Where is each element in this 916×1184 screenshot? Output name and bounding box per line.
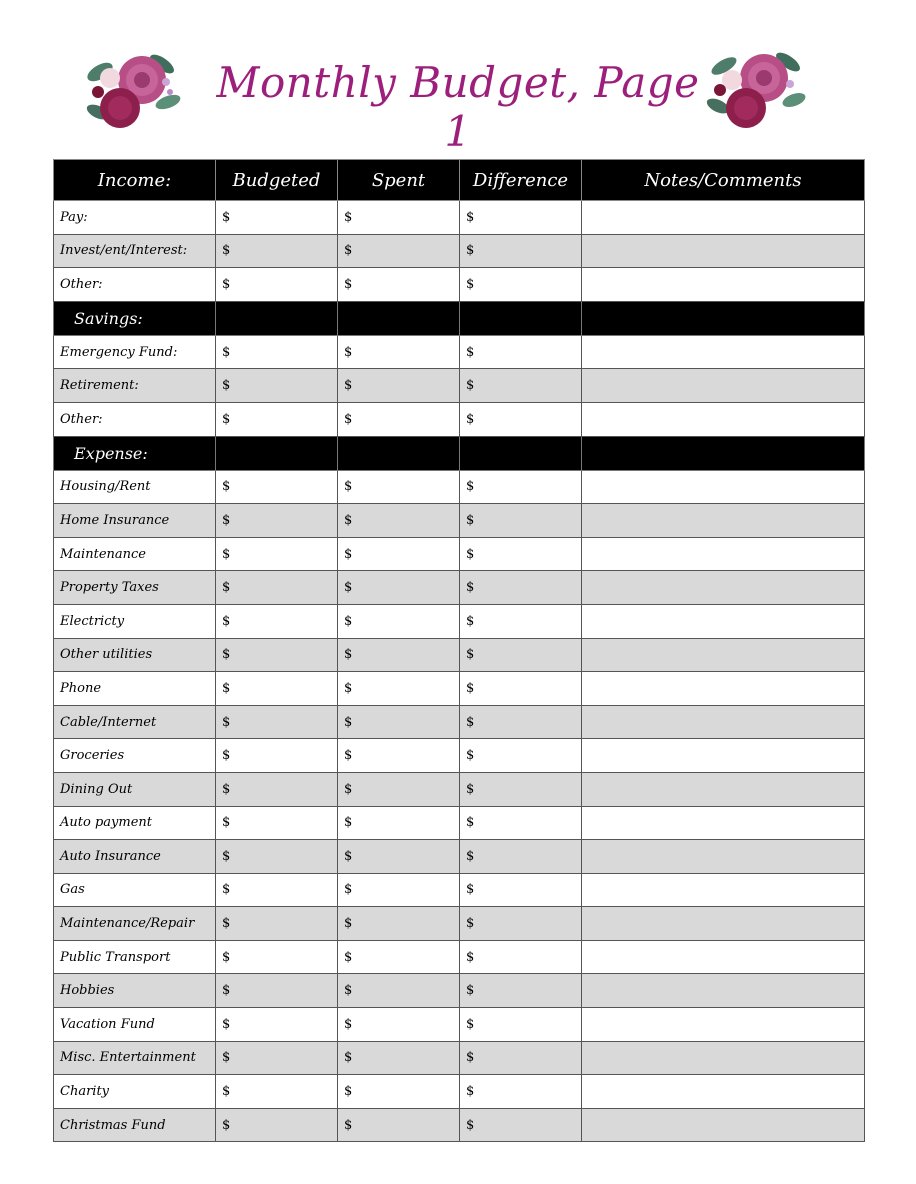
table-row (54, 268, 865, 302)
notes-cell[interactable] (582, 705, 865, 739)
spent-cell[interactable] (338, 907, 460, 941)
table-row (54, 772, 865, 806)
notes-cell[interactable] (582, 1008, 865, 1042)
page-header (0, 0, 916, 156)
difference-cell[interactable] (460, 772, 582, 806)
currency-symbol: $ (222, 378, 231, 394)
currency-symbol: $ (466, 647, 475, 663)
difference-cell[interactable] (460, 840, 582, 874)
spent-cell[interactable] (338, 1041, 460, 1075)
currency-symbol: $ (344, 512, 353, 528)
notes-cell[interactable] (582, 772, 865, 806)
table-row (54, 739, 865, 773)
currency-symbol: $ (344, 411, 353, 427)
currency-symbol: $ (222, 613, 231, 629)
column-header-income: Income: (54, 160, 216, 201)
currency-symbol: $ (466, 916, 475, 932)
currency-symbol: $ (466, 580, 475, 596)
currency-symbol: $ (466, 748, 475, 764)
spent-cell[interactable] (338, 772, 460, 806)
row-label: Groceries (54, 739, 216, 773)
row-label: Vacation Fund (54, 1008, 216, 1042)
difference-cell[interactable] (460, 806, 582, 840)
currency-symbol: $ (466, 1117, 475, 1133)
currency-symbol: $ (222, 781, 231, 797)
difference-cell[interactable] (460, 1108, 582, 1142)
row-label: Phone (54, 672, 216, 706)
currency-symbol: $ (466, 781, 475, 797)
budgeted-cell[interactable] (216, 1041, 338, 1075)
row-label: Auto Insurance (54, 840, 216, 874)
budgeted-cell[interactable] (216, 806, 338, 840)
budgeted-cell[interactable] (216, 201, 338, 235)
row-label: Other utilities (54, 638, 216, 672)
currency-symbol: $ (344, 1050, 353, 1066)
row-label: Other: (54, 402, 216, 436)
budgeted-cell[interactable] (216, 537, 338, 571)
spent-cell[interactable] (338, 1008, 460, 1042)
budgeted-cell[interactable] (216, 1075, 338, 1109)
currency-symbol: $ (344, 580, 353, 596)
spent-cell[interactable] (338, 1075, 460, 1109)
difference-cell[interactable] (460, 369, 582, 403)
notes-cell[interactable] (582, 806, 865, 840)
expense-section-header (54, 436, 865, 470)
difference-cell[interactable] (460, 705, 582, 739)
currency-symbol: $ (222, 1117, 231, 1133)
budgeted-cell[interactable] (216, 1008, 338, 1042)
table-row (54, 638, 865, 672)
difference-cell[interactable] (460, 940, 582, 974)
notes-cell[interactable] (582, 201, 865, 235)
row-label: Public Transport (54, 940, 216, 974)
difference-cell[interactable] (460, 268, 582, 302)
section-label: Savings: (54, 301, 216, 335)
notes-cell[interactable] (582, 537, 865, 571)
difference-cell[interactable] (460, 1041, 582, 1075)
currency-symbol: $ (344, 243, 353, 259)
table-row (54, 940, 865, 974)
difference-cell[interactable] (460, 672, 582, 706)
spent-cell[interactable] (338, 537, 460, 571)
currency-symbol: $ (466, 882, 475, 898)
difference-cell[interactable] (460, 335, 582, 369)
table-row (54, 571, 865, 605)
currency-symbol: $ (466, 983, 475, 999)
currency-symbol: $ (344, 714, 353, 730)
currency-symbol: $ (222, 882, 231, 898)
spent-cell[interactable] (338, 1108, 460, 1142)
spent-cell[interactable] (338, 873, 460, 907)
currency-symbol: $ (466, 1016, 475, 1032)
difference-cell[interactable] (460, 907, 582, 941)
row-label: Pay: (54, 201, 216, 235)
section-blank-cell (216, 436, 338, 470)
table-row (54, 604, 865, 638)
notes-cell[interactable] (582, 672, 865, 706)
spent-cell[interactable] (338, 234, 460, 268)
currency-symbol: $ (344, 378, 353, 394)
table-row (54, 1108, 865, 1142)
currency-symbol: $ (466, 1050, 475, 1066)
floral-bouquet-icon (704, 42, 808, 138)
notes-cell[interactable] (582, 1041, 865, 1075)
section-label: Expense: (54, 436, 216, 470)
row-label: Property Taxes (54, 571, 216, 605)
currency-symbol: $ (466, 276, 475, 292)
notes-cell[interactable] (582, 470, 865, 504)
row-label: Maintenance (54, 537, 216, 571)
notes-cell[interactable] (582, 638, 865, 672)
notes-cell[interactable] (582, 369, 865, 403)
notes-cell[interactable] (582, 504, 865, 538)
currency-symbol: $ (222, 546, 231, 562)
notes-cell[interactable] (582, 1108, 865, 1142)
spent-cell[interactable] (338, 504, 460, 538)
row-label: Maintenance/Repair (54, 907, 216, 941)
currency-symbol: $ (344, 1117, 353, 1133)
budgeted-cell[interactable] (216, 571, 338, 605)
row-label: Cable/Internet (54, 705, 216, 739)
column-header-notes: Notes/Comments (582, 160, 865, 201)
section-blank-cell (460, 301, 582, 335)
currency-symbol: $ (222, 479, 231, 495)
section-blank-cell (338, 436, 460, 470)
floral-bouquet-icon (80, 42, 184, 138)
difference-cell[interactable] (460, 201, 582, 235)
currency-symbol: $ (344, 546, 353, 562)
section-blank-cell (582, 301, 865, 335)
currency-symbol: $ (344, 276, 353, 292)
difference-cell[interactable] (460, 638, 582, 672)
spent-cell[interactable] (338, 638, 460, 672)
row-label: Invest/ent/Interest: (54, 234, 216, 268)
currency-symbol: $ (344, 916, 353, 932)
table-row (54, 873, 865, 907)
notes-cell[interactable] (582, 604, 865, 638)
currency-symbol: $ (344, 209, 353, 225)
spent-cell[interactable] (338, 974, 460, 1008)
table-row (54, 537, 865, 571)
currency-symbol: $ (344, 983, 353, 999)
column-header-spent: Spent (338, 160, 460, 201)
row-label: Home Insurance (54, 504, 216, 538)
currency-symbol: $ (344, 1016, 353, 1032)
currency-symbol: $ (222, 815, 231, 831)
currency-symbol: $ (466, 546, 475, 562)
spent-cell[interactable] (338, 470, 460, 504)
budgeted-cell[interactable] (216, 604, 338, 638)
currency-symbol: $ (344, 344, 353, 360)
page-title: Monthly Budget, Page 1 (216, 58, 700, 156)
spent-cell[interactable] (338, 806, 460, 840)
currency-symbol: $ (466, 209, 475, 225)
currency-symbol: $ (466, 815, 475, 831)
table-row (54, 806, 865, 840)
difference-cell[interactable] (460, 234, 582, 268)
currency-symbol: $ (222, 243, 231, 259)
notes-cell[interactable] (582, 907, 865, 941)
difference-cell[interactable] (460, 739, 582, 773)
currency-symbol: $ (344, 613, 353, 629)
table-row (54, 840, 865, 874)
currency-symbol: $ (344, 781, 353, 797)
currency-symbol: $ (344, 949, 353, 965)
difference-cell[interactable] (460, 873, 582, 907)
row-label: Charity (54, 1075, 216, 1109)
notes-cell[interactable] (582, 873, 865, 907)
table-row (54, 234, 865, 268)
currency-symbol: $ (466, 243, 475, 259)
currency-symbol: $ (222, 580, 231, 596)
table-row (54, 335, 865, 369)
currency-symbol: $ (222, 647, 231, 663)
notes-cell[interactable] (582, 940, 865, 974)
budgeted-cell[interactable] (216, 873, 338, 907)
currency-symbol: $ (344, 882, 353, 898)
currency-symbol: $ (222, 983, 231, 999)
spent-cell[interactable] (338, 402, 460, 436)
row-label: Electricty (54, 604, 216, 638)
difference-cell[interactable] (460, 1075, 582, 1109)
table-row (54, 504, 865, 538)
notes-cell[interactable] (582, 974, 865, 1008)
currency-symbol: $ (222, 1016, 231, 1032)
currency-symbol: $ (222, 680, 231, 696)
notes-cell[interactable] (582, 335, 865, 369)
column-header-difference: Difference (460, 160, 582, 201)
currency-symbol: $ (344, 680, 353, 696)
notes-cell[interactable] (582, 1075, 865, 1109)
currency-symbol: $ (466, 680, 475, 696)
budgeted-cell[interactable] (216, 840, 338, 874)
budgeted-cell[interactable] (216, 672, 338, 706)
row-label: Emergency Fund: (54, 335, 216, 369)
currency-symbol: $ (222, 714, 231, 730)
currency-symbol: $ (222, 1084, 231, 1100)
currency-symbol: $ (466, 411, 475, 427)
difference-cell[interactable] (460, 537, 582, 571)
table-header-row (54, 160, 865, 201)
row-label: Retirement: (54, 369, 216, 403)
budgeted-cell[interactable] (216, 974, 338, 1008)
row-label: Other: (54, 268, 216, 302)
budgeted-cell[interactable] (216, 907, 338, 941)
currency-symbol: $ (222, 209, 231, 225)
budgeted-cell[interactable] (216, 504, 338, 538)
currency-symbol: $ (222, 512, 231, 528)
budgeted-cell[interactable] (216, 739, 338, 773)
table-row (54, 705, 865, 739)
currency-symbol: $ (344, 848, 353, 864)
budgeted-cell[interactable] (216, 234, 338, 268)
spent-cell[interactable] (338, 268, 460, 302)
currency-symbol: $ (222, 276, 231, 292)
spent-cell[interactable] (338, 201, 460, 235)
budget-table (53, 159, 865, 1142)
difference-cell[interactable] (460, 402, 582, 436)
currency-symbol: $ (466, 1084, 475, 1100)
spent-cell[interactable] (338, 739, 460, 773)
budgeted-cell[interactable] (216, 335, 338, 369)
difference-cell[interactable] (460, 504, 582, 538)
section-blank-cell (338, 301, 460, 335)
difference-cell[interactable] (460, 470, 582, 504)
currency-symbol: $ (466, 344, 475, 360)
budgeted-cell[interactable] (216, 369, 338, 403)
row-label: Auto payment (54, 806, 216, 840)
table-row (54, 201, 865, 235)
spent-cell[interactable] (338, 335, 460, 369)
currency-symbol: $ (222, 1050, 231, 1066)
currency-symbol: $ (344, 748, 353, 764)
notes-cell[interactable] (582, 739, 865, 773)
currency-symbol: $ (466, 512, 475, 528)
currency-symbol: $ (222, 848, 231, 864)
section-blank-cell (582, 436, 865, 470)
section-blank-cell (216, 301, 338, 335)
table-row (54, 1041, 865, 1075)
currency-symbol: $ (222, 344, 231, 360)
difference-cell[interactable] (460, 974, 582, 1008)
row-label: Housing/Rent (54, 470, 216, 504)
currency-symbol: $ (222, 949, 231, 965)
row-label: Hobbies (54, 974, 216, 1008)
spent-cell[interactable] (338, 672, 460, 706)
budgeted-cell[interactable] (216, 268, 338, 302)
budgeted-cell[interactable] (216, 1108, 338, 1142)
currency-symbol: $ (222, 748, 231, 764)
table-row (54, 672, 865, 706)
spent-cell[interactable] (338, 940, 460, 974)
budgeted-cell[interactable] (216, 638, 338, 672)
row-label: Gas (54, 873, 216, 907)
table-row (54, 974, 865, 1008)
currency-symbol: $ (222, 411, 231, 427)
currency-symbol: $ (344, 647, 353, 663)
column-header-budgeted: Budgeted (216, 160, 338, 201)
budgeted-cell[interactable] (216, 402, 338, 436)
section-blank-cell (460, 436, 582, 470)
budgeted-cell[interactable] (216, 940, 338, 974)
currency-symbol: $ (466, 479, 475, 495)
spent-cell[interactable] (338, 604, 460, 638)
currency-symbol: $ (344, 479, 353, 495)
spent-cell[interactable] (338, 840, 460, 874)
notes-cell[interactable] (582, 840, 865, 874)
row-label: Dining Out (54, 772, 216, 806)
currency-symbol: $ (222, 916, 231, 932)
row-label: Misc. Entertainment (54, 1041, 216, 1075)
budgeted-cell[interactable] (216, 772, 338, 806)
table-row (54, 1008, 865, 1042)
notes-cell[interactable] (582, 571, 865, 605)
difference-cell[interactable] (460, 604, 582, 638)
difference-cell[interactable] (460, 1008, 582, 1042)
notes-cell[interactable] (582, 402, 865, 436)
table-row (54, 470, 865, 504)
spent-cell[interactable] (338, 571, 460, 605)
table-row (54, 369, 865, 403)
row-label: Christmas Fund (54, 1108, 216, 1142)
difference-cell[interactable] (460, 571, 582, 605)
spent-cell[interactable] (338, 705, 460, 739)
table-row (54, 402, 865, 436)
savings-section-header (54, 301, 865, 335)
table-row (54, 907, 865, 941)
currency-symbol: $ (466, 613, 475, 629)
currency-symbol: $ (466, 378, 475, 394)
currency-symbol: $ (344, 815, 353, 831)
spent-cell[interactable] (338, 369, 460, 403)
currency-symbol: $ (344, 1084, 353, 1100)
table-row (54, 1075, 865, 1109)
notes-cell[interactable] (582, 268, 865, 302)
currency-symbol: $ (466, 848, 475, 864)
currency-symbol: $ (466, 949, 475, 965)
budgeted-cell[interactable] (216, 470, 338, 504)
currency-symbol: $ (466, 714, 475, 730)
budgeted-cell[interactable] (216, 705, 338, 739)
notes-cell[interactable] (582, 234, 865, 268)
